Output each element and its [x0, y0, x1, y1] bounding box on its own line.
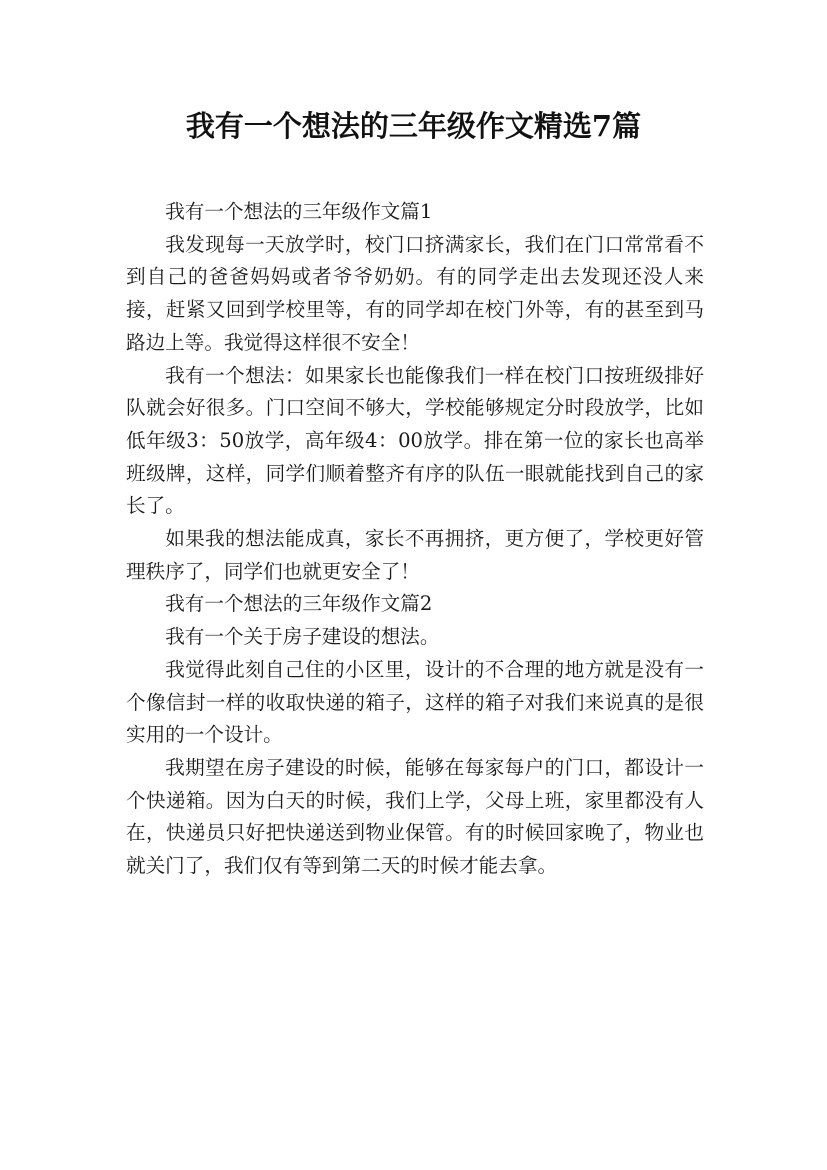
paragraph: 如果我的想法能成真，家长不再拥挤，更方便了，学校更好管理秩序了，同学们也就更安全了！ [126, 527, 704, 583]
paragraph: 我有一个想法：如果家长也能像我们一样在校门口按班级排好队就会好很多。门口空间不够大，学校能够规定分时段放学，比如低年级3：50放学，高年级4：00放学。排在第一位的家长也高举班级牌，这样，同学们顺着整齐有序的队伍一眼就能找到自己的家长了。 [126, 363, 704, 518]
paragraph: 我发现每一天放学时，校门口挤满家长，我们在门口常常看不到自己的爸爸妈妈或者爷爷奶奶。有的同学走出去发现还没人来接，赶紧又回到学校里等，有的同学却在校门外等，有的甚至到马路边上等。我觉得这样很不安全！ [126, 232, 704, 354]
paragraph: 我期望在房子建设的时候，能够在每家每户的门口，都设计一个快递箱。因为白天的时候，我们上学，父母上班，家里都没有人在，快递员只好把快递送到物业保管。有的时候回家晚了，物业也就关门了，我们仅有等到第二天的时候才能去拿。 [126, 755, 704, 878]
document-body [126, 196, 704, 883]
section-heading-1: 我有一个想法的三年级作文篇1 [165, 200, 433, 223]
document-title: 我有一个想法的三年级作文精选7篇 [185, 109, 642, 143]
section-heading-2: 我有一个想法的三年级作文篇2 [165, 592, 433, 616]
paragraph: 我觉得此刻自己住的小区里，设计的不合理的地方就是没有一个像信封一样的收取快递的箱子，这样的箱子对我们来说真的是很实用的一个设计。 [126, 657, 704, 747]
paragraph: 我有一个关于房子建设的想法。 [165, 625, 440, 649]
